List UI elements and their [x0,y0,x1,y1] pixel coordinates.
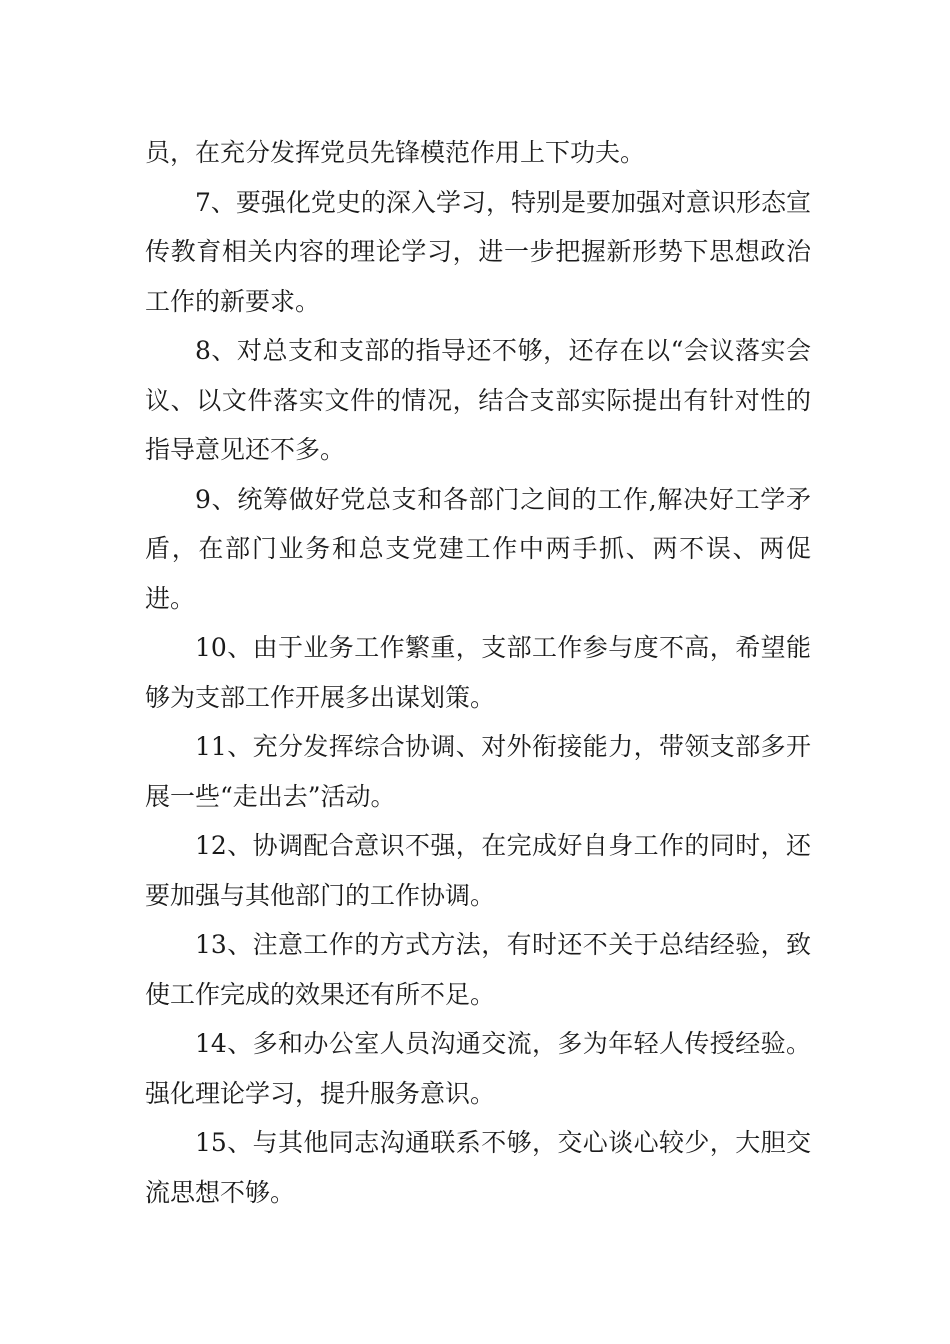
paragraph-item-9: 9、统筹做好党总支和各部门之间的工作,解决好工学矛盾，在部门业务和总支党建工作中两手抓、两不误、两促进。 [145,484,811,613]
paragraph-item-12: 12、协调配合意识不强，在完成好自身工作的同时，还要加强与其他部门的工作协调。 [145,831,811,910]
paragraph-item-11: 11、充分发挥综合协调、对外衔接能力，带领支部多开展一些“走出去”活动。 [145,732,811,811]
paragraph-continuation: 员，在充分发挥党员先锋模范作用上下功夫。 [145,138,646,167]
paragraph-item-10: 10、由于业务工作繁重，支部工作参与度不高，希望能够为支部工作开展多出谋划策。 [145,633,811,712]
paragraph-item-7: 7、要强化党史的深入学习，特别是要加强对意识形态宣传教育相关内容的理论学习，进一步把握新形势下思想政治工作的新要求。 [145,187,811,316]
paragraph-item-13: 13、注意工作的方式方法，有时还不关于总结经验，致使工作完成的效果还有所不足。 [145,930,811,1009]
paragraph-item-15: 15、与其他同志沟通联系不够，交心谈心较少，大胆交流思想不够。 [145,1128,811,1207]
paragraph-item-8: 8、对总支和支部的指导还不够，还存在以“会议落实会议、以文件落实文件的情况，结合支部实际提出有针对性的指导意见还不多。 [145,336,811,464]
paragraph-item-14: 14、多和办公室人员沟通交流，多为年轻人传授经验。强化理论学习，提升服务意识。 [145,1029,811,1108]
document-body [145,128,811,1217]
